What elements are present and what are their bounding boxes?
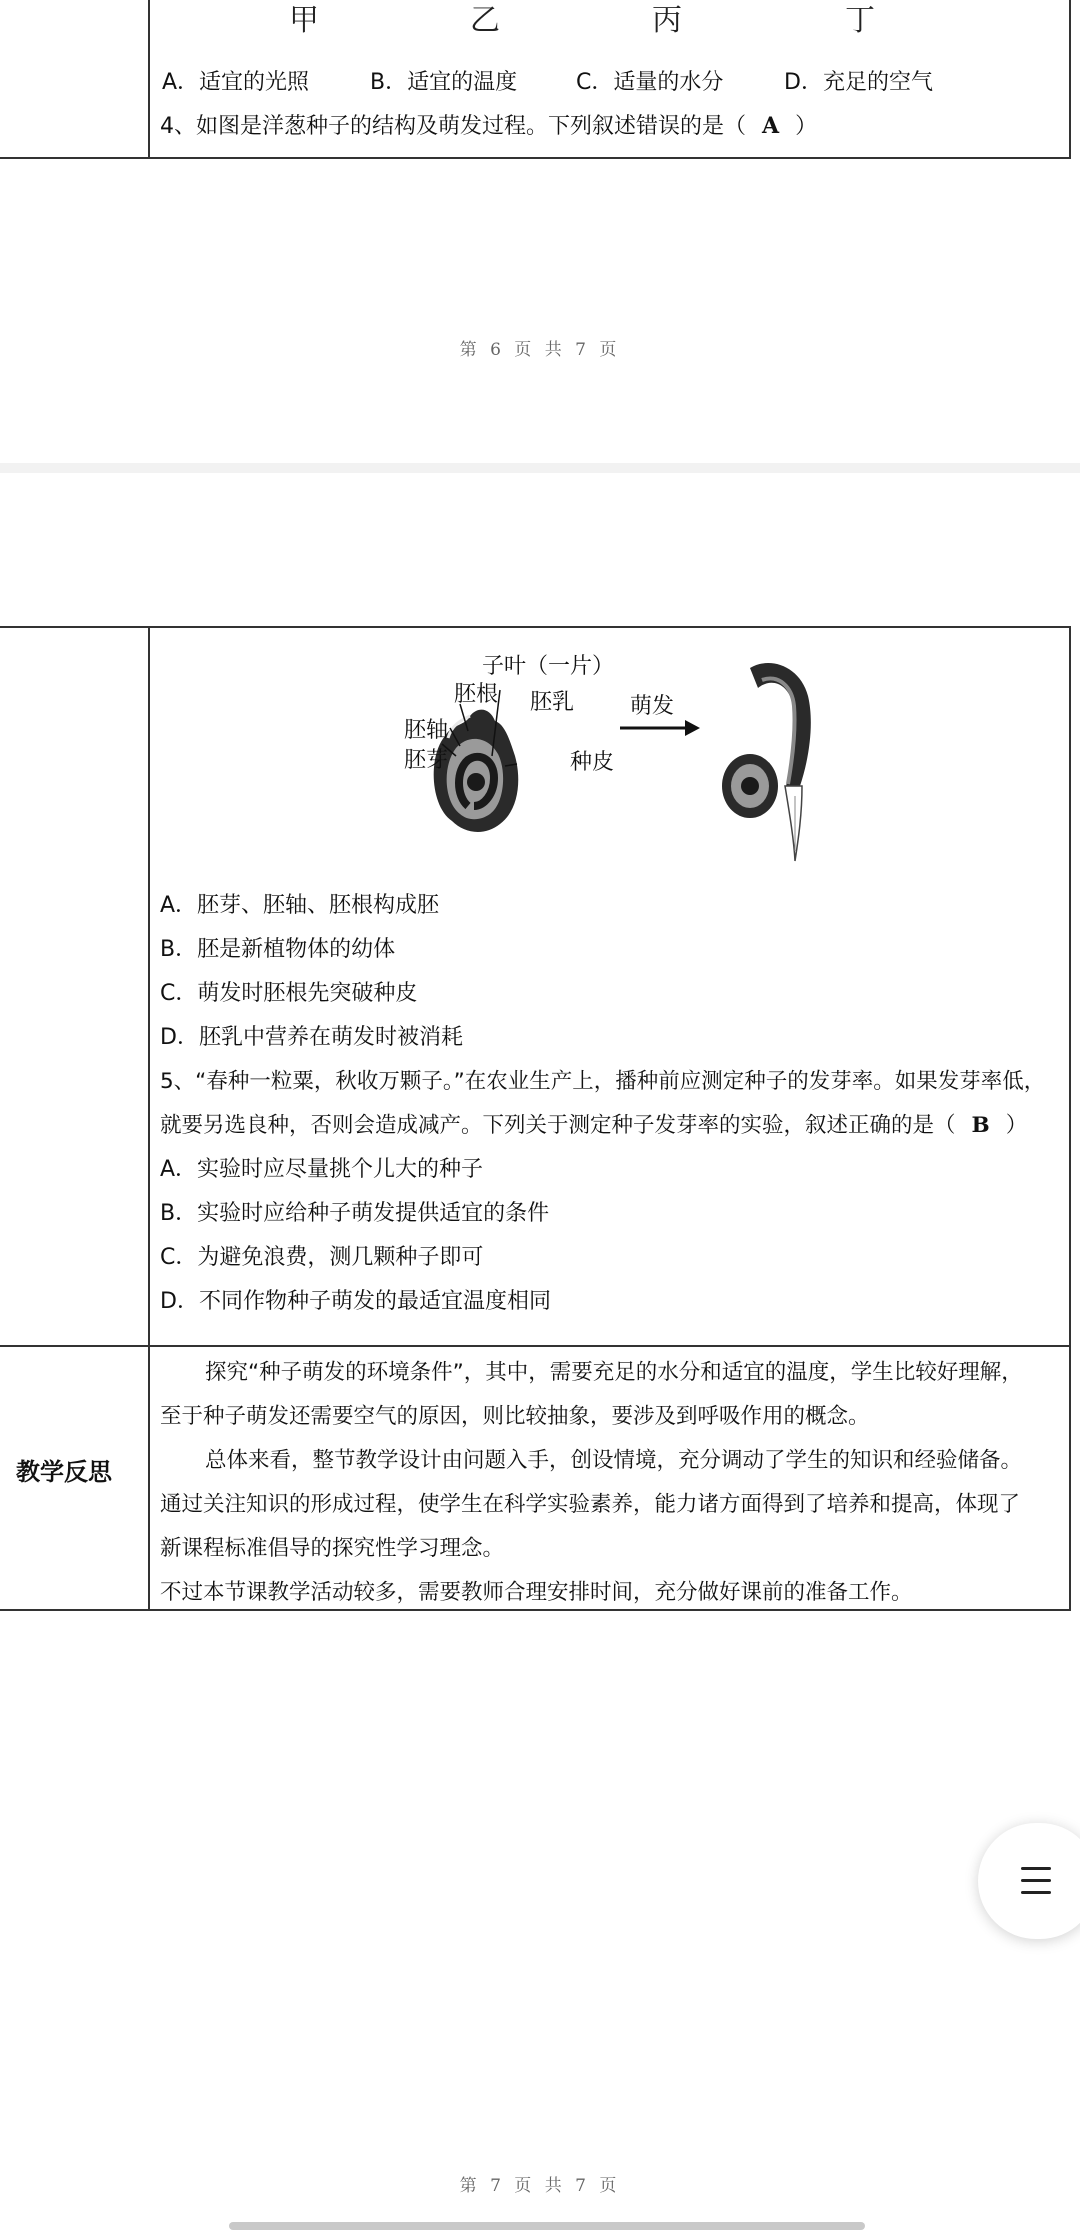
- label-cotyledon: 子叶（一片）: [482, 654, 615, 679]
- q3-option-c: C．适量的水分: [576, 70, 724, 95]
- onion-seed-figure: [390, 646, 850, 876]
- reflection-line-6: 不过本节课教学活动较多，需要教师合理安排时间，充分做好课前的准备工作。: [160, 1580, 913, 1605]
- reflection-line-4: 通过关注知识的形成过程，使学生在科学实验素养，能力诸方面得到了培养和提高，体现了: [160, 1492, 1021, 1517]
- page-footer-7: 第 7 页 共 7 页: [459, 2176, 621, 2196]
- reflection-line-5: 新课程标准倡导的探究性学习理念。: [160, 1536, 505, 1561]
- q4-answer: A: [762, 113, 780, 139]
- q5-answer: B: [971, 1113, 990, 1138]
- q3-option-d: D．充足的空气: [784, 70, 933, 95]
- reflection-line-3: 总体来看，整节教学设计由问题入手，创设情境，充分调动了学生的知识和经验储备。: [205, 1448, 1023, 1473]
- label-seed-coat: 种皮: [570, 750, 615, 775]
- q5-option-d: D．不同作物种子萌发的最适宜温度相同: [160, 1289, 551, 1314]
- document-page-6: [0, 0, 1080, 463]
- label-endosperm: 胚乳: [530, 690, 575, 715]
- q3-option-b: B．适宜的温度: [370, 70, 518, 95]
- q5-option-b: B．实验时应给种子萌发提供适宜的条件: [160, 1201, 550, 1226]
- reflection-line-1: 探究“种子萌发的环境条件”，其中，需要充足的水分和适宜的温度，学生比较好理解，: [205, 1360, 1023, 1385]
- label-germination: 萌发: [630, 694, 675, 719]
- label-ding: 丁: [845, 3, 875, 38]
- question-table-top: [0, 0, 1071, 159]
- q5-option-a: A．实验时应尽量挑个儿大的种子: [160, 1157, 484, 1182]
- q5-line-1: 5、“春种一粒粟，秋收万颗子。”在农业生产上，播种前应测定种子的发芽率。如果发芽率低，: [160, 1069, 1046, 1094]
- q4-option-c: C．萌发时胚根先突破种皮: [160, 981, 418, 1006]
- label-plumule: 胚芽: [404, 748, 449, 773]
- q3-option-a: A．适宜的光照: [162, 70, 310, 95]
- q4-option-d: D．胚乳中营养在萌发时被消耗: [160, 1025, 463, 1050]
- question-table: [0, 626, 1071, 1611]
- label-hypocotyl: 胚轴: [404, 718, 449, 743]
- label-radicle: 胚根: [454, 682, 499, 707]
- document-page-7: [0, 473, 1080, 2239]
- page-gap: [0, 463, 1080, 473]
- reflection-label: 教学反思: [16, 1458, 112, 1486]
- home-indicator[interactable]: [229, 2222, 865, 2230]
- q4-option-b: B．胚是新植物体的幼体: [160, 937, 396, 962]
- reflection-line-2: 至于种子萌发还需要空气的原因，则比较抽象，要涉及到呼吸作用的概念。: [160, 1404, 870, 1429]
- label-bing: 丙: [652, 3, 682, 38]
- q5-option-c: C．为避免浪费，测几颗种子即可: [160, 1245, 484, 1270]
- q4-option-a: A．胚芽、胚轴、胚根构成胚: [160, 893, 440, 918]
- label-yi: 乙: [470, 3, 500, 38]
- page-footer-6: 第 6 页 共 7 页: [459, 340, 621, 360]
- label-jia: 甲: [289, 3, 319, 38]
- q5-line-2: 就要另选良种，否则会造成减产。下列关于测定种子发芽率的实验，叙述正确的是（ B ）: [160, 1113, 1028, 1138]
- q4-stem: 4、如图是洋葱种子的结构及萌发过程。下列叙述错误的是（ A ）: [160, 113, 818, 139]
